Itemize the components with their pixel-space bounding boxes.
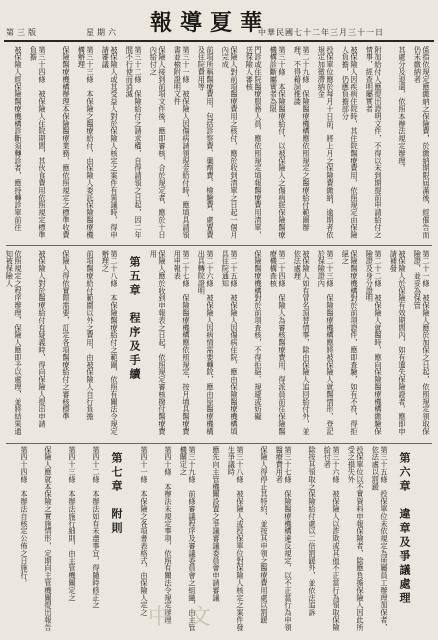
- masthead: [0, 0, 438, 36]
- text-column: 保險醫療機構對於前項查核，不得拒絕、規避或妨礙: [254, 250, 263, 421]
- text-column: 保險人對前項醫療費用之核付，應於收到清單之日起一個月內完成: [221, 46, 239, 239]
- newspaper-title: 報導夏華: [150, 10, 271, 36]
- text-column: 第二十七條 保險醫療機構應依照規定，按月填具醫療費用申報表: [173, 250, 191, 435]
- text-column: 第三十八條 被保險人或投保單位對保險人核定之案件發生爭議時: [227, 446, 245, 631]
- weekday-label: 星期六: [86, 28, 119, 37]
- band-divider: [6, 245, 432, 246]
- text-column: 應先向主管機關設置之爭議審議委員會申請審議: [212, 446, 221, 602]
- text-column: 第二十一條 被保險人應於加保之日起，依照規定領取保險證，並妥為保管: [413, 250, 431, 435]
- chapter-heading: 第六章 違章及爭議處理: [398, 452, 411, 606]
- text-column: 依照規定之程序辦理，保險人應即予以處理，並將結果通知被保險人: [5, 250, 23, 435]
- text-column: 保險人得依實際需要，訂定各項醫療給付之審核標準: [62, 250, 71, 421]
- text-column: 附加給付人應提出證明文件，不得以未到期提前申請給付之情事，經查明屬實者: [365, 46, 383, 239]
- text-column: 第三十二條 保險給付之請求權，自得請領之日起，因二年間不行使而消滅: [125, 46, 143, 239]
- text-column: 第四十一條 本保險之各項書表格式，由保險人定之: [140, 446, 149, 617]
- band-divider: [6, 443, 432, 444]
- text-column: 第四十二條 本辦法如有未盡事宜，得隨時修正之: [92, 446, 101, 609]
- text-column: 被保險人或其受益人對於保險人核定之案件有異議時，得申請審議: [101, 46, 119, 239]
- text-column: 保險人接到前項文件後，應即審核，合於規定者，應於十日內給付之: [149, 46, 167, 239]
- text-column: 被保險人於保險有效期間內，如有遺失保險證者，應即申請補發: [389, 250, 407, 435]
- text-column: 第三十九條 前條審議程序及審議委員會之組織，由主管機關定之: [179, 446, 197, 631]
- text-column: 第四十三條 本辦法施行細則，由主管機關定之: [68, 446, 77, 602]
- chapter-heading: 第七章 附則: [110, 452, 123, 536]
- archive-watermark: 中 文: [148, 605, 217, 630]
- text-column: 保險醫療機構對於前項證件，應即查驗，如有不符，得拒絕之: [341, 250, 359, 435]
- text-column: 被保險人對於醫療給付有疑義時，得向保險人提出申請: [38, 250, 47, 428]
- text-column: 第三十七條 保險醫療機構違反規定，以不正當行為申領醫療費用者: [275, 446, 293, 631]
- text-column: 第二十二條 被保險人就醫時，應向保險醫療機構繳驗保險證及身分證明: [365, 250, 383, 435]
- article-band-2: [6, 250, 432, 440]
- text-column: 除按其領取之保險給付處以二倍罰鍰外，並依法追訴: [308, 446, 317, 617]
- text-column: 投保單位以不實資料申報保險者，除應負擔保險人因此所受之損失外: [347, 446, 365, 631]
- text-column: 保險醫療機構辦理本保險醫療業務，應依照規定之標準收費: [62, 46, 71, 239]
- text-column: 前項所稱醫療費用，包括診察費、藥劑費、檢驗費、處置費及住院費用等: [197, 46, 215, 239]
- article-band-1: [6, 46, 432, 242]
- text-column: 其處分及退還，依照本辦法規定辦理。: [398, 46, 407, 172]
- masthead-rule: [4, 40, 434, 42]
- text-column: 第二十五條 被保險人因傷病住院，應由保險醫療機構填具住院通知: [221, 250, 239, 435]
- text-column: 係指依規定應繳納之保險費，於繳納期限屆滿後，經催告而仍未繳納者: [413, 46, 431, 239]
- text-column: 第二十九條 保險醫療機構應依照規定之醫療給付範圍辦理，不得藉詞推諉: [293, 46, 311, 231]
- text-column: 投保單位應於每月十日前，將上月之保險費繳納，逾期者依規定加徵滯納金: [317, 46, 335, 239]
- text-column: 被保險人如有冒名頂替情事，除由保險人追回給付外，並依法處理: [293, 250, 311, 435]
- text-column: 前項醫療給付範圍以外之費用，由被保險人自行負擔: [86, 250, 95, 421]
- text-column: 被保險人因疾病住院時，其住院醫療費用，依照規定由保險人負擔，仍應負擔部分: [341, 46, 359, 239]
- text-column: 第三十一條 被保險人因傷病請領現金給付時，應填具請領書並檢附證明文件: [173, 46, 191, 239]
- publication-date: 中華民國七十二年三月三十一日: [258, 28, 384, 37]
- text-column: 第二十三條 保險醫療機構應將被保險人就醫情形，登記於保險證內: [317, 250, 335, 435]
- text-column: 第四十條 本辦法未規定事項，依照有關法令規定辦理: [164, 446, 173, 624]
- text-column: 第三十六條 被保險人以詐欺或其他不正當行為領取保險給付者: [323, 446, 341, 631]
- text-column: 第三十四條 被保險人住院期間，其伙食費用依照規定標準負擔: [29, 46, 47, 239]
- text-column: 第四十四條 本辦法自核定公佈之日施行。: [20, 446, 29, 587]
- text-column: 第二十四條 保險人為審核醫療費用，得派員前往保險醫療機構查核: [269, 250, 287, 435]
- page-number: 第三版: [6, 28, 39, 37]
- text-column: 門診或住院醫療服務人員，應依照規定填報醫療費用清單，送保險人審核: [245, 46, 263, 239]
- text-column: 第二十六條 被保險人因病情需要轉院，應由原醫療機構出具轉院證明: [197, 250, 215, 435]
- text-column: 第三十條 本保險醫療給付，以被保險人之傷病經保險醫療機構診斷屬實者為限: [269, 46, 287, 239]
- text-column: 保險人應就本保險之實施情形，定期向主管機關提出報告: [44, 446, 53, 631]
- text-column: 被保險人經保險醫療機構診斷須轉診者，應持轉診單前往: [14, 46, 23, 231]
- text-column: 保險人得停止其特約，並按其申領之醫療費用處以罰鍰: [260, 446, 269, 624]
- article-band-3: [6, 446, 432, 636]
- chapter-heading: 第五章 程序及手續: [128, 256, 141, 382]
- text-column: 第三十五條 投保單位未依規定為所屬員工辦理加保者，依法處以罰鍰: [371, 446, 389, 631]
- text-column: 第二十八條 本保險醫療給付之範圍，依照有關法令規定辦理之: [101, 250, 119, 435]
- text-column: 保險人應於收到申報表之日起，依照規定審核撥付醫療費用: [149, 250, 167, 435]
- text-column: 第三十三條 本保險之醫療給付，由保險人委託保險醫療機構辦理: [77, 46, 95, 239]
